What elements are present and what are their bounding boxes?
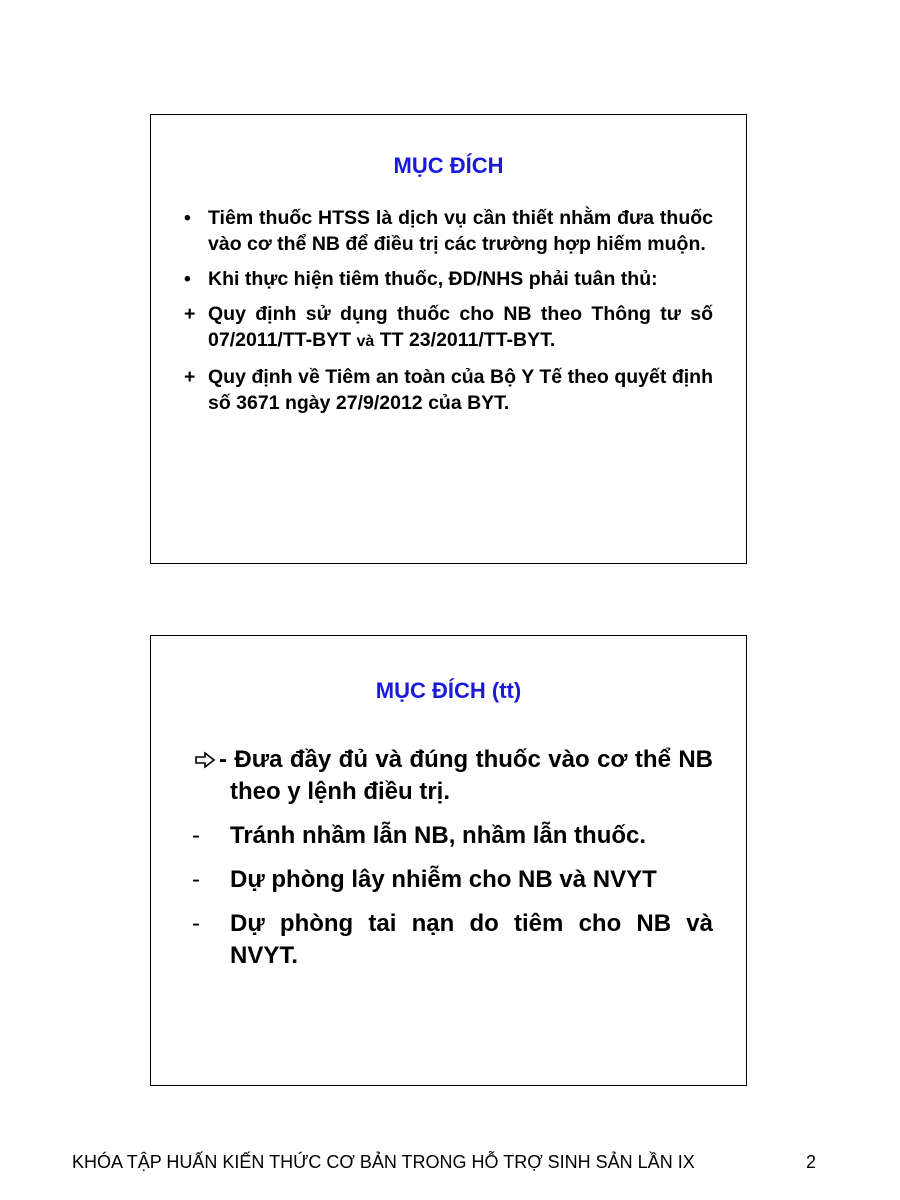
list-item-text: Tiêm thuốc HTSS là dịch vụ cần thiết nhằm đưa thuốc vào cơ thể NB để điều trị các trường hợp hiếm muộn.	[208, 207, 713, 255]
list-item	[184, 205, 713, 257]
bullet-marker: •	[184, 207, 191, 229]
bullet-marker: •	[184, 268, 191, 290]
page-number: 2	[806, 1152, 817, 1172]
plus-marker: +	[184, 303, 196, 325]
dash-marker: -	[192, 822, 200, 849]
list-item	[184, 908, 713, 972]
list-item-text-part-a: Quy định sử dụng thuốc cho NB theo Thông tư số 07/2011/TT-BYT	[208, 303, 713, 351]
list-item	[184, 364, 713, 416]
arrow-right-icon	[194, 751, 216, 769]
list-item-text: Tránh nhầm lẫn NB, nhầm lẫn thuốc.	[230, 822, 647, 849]
list-item	[184, 266, 713, 292]
list-item-text: - Đưa đầy đủ và đúng thuốc vào cơ thể NB theo y lệnh điều trị.	[219, 746, 713, 805]
slide-2	[150, 635, 747, 1086]
list-item	[184, 820, 713, 852]
list-item-text: Dự phòng tai nạn do tiêm cho NB và NVYT.	[230, 910, 713, 969]
plus-marker: +	[184, 366, 196, 388]
page-footer: KHÓA TẬP HUẤN KIẾN THỨC CƠ BẢN TRONG HỖ TRỢ SINH SẢN LẦN IX	[72, 1152, 695, 1172]
dash-marker: -	[192, 866, 200, 893]
dash-marker: -	[192, 910, 200, 937]
slide-1-bullet-list	[184, 205, 713, 425]
list-item	[184, 864, 713, 896]
list-item	[184, 301, 713, 355]
slide-1	[150, 114, 747, 564]
list-item-text-part-b: TT 23/2011/TT-BYT.	[374, 329, 556, 351]
list-item-text-small: và	[356, 333, 375, 350]
slide-2-title: MỤC ĐÍCH (tt)	[375, 678, 522, 703]
list-item-text: Khi thực hiện tiêm thuốc, ĐD/NHS phải tuân thủ:	[208, 268, 658, 290]
list-item	[184, 744, 713, 808]
slide-2-bullet-list	[184, 744, 713, 984]
list-item-text: Dự phòng lây nhiễm cho NB và NVYT	[230, 866, 657, 893]
slide-1-title: MỤC ĐÍCH	[393, 153, 504, 178]
list-item-text: Quy định về Tiêm an toàn của Bộ Y Tế theo quyết định số 3671 ngày 27/9/2012 của BYT.	[208, 366, 713, 414]
